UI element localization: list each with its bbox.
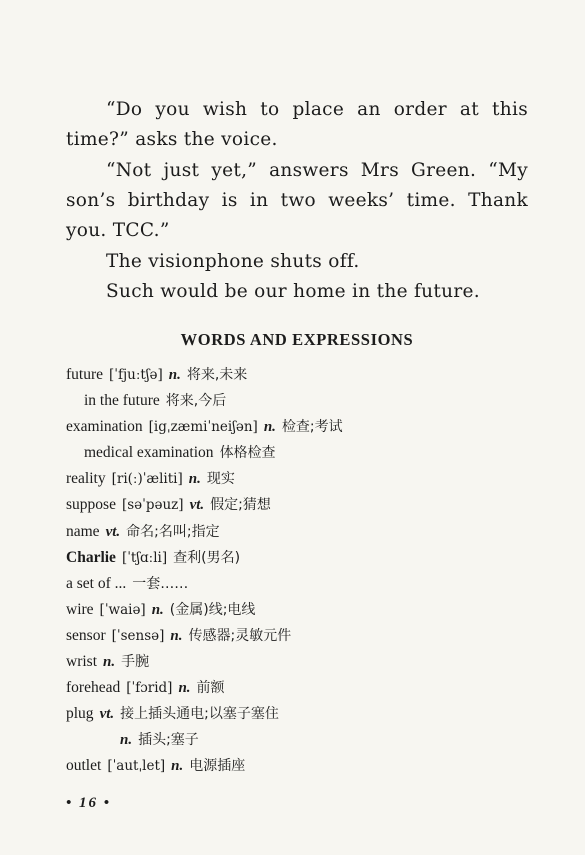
vocab-entry: [66, 649, 536, 675]
vocab-pos: n.: [103, 654, 116, 671]
vocab-meaning: 将来,今后: [165, 393, 227, 410]
text-line: The visionphone shuts off.: [106, 251, 360, 272]
vocab-entry: [66, 571, 536, 597]
vocab-meaning: 命名;名叫;指定: [126, 523, 220, 540]
vocab-ipa: [ˈtʃɑːli]: [121, 549, 168, 566]
vocab-meaning: 传感器;灵敏元件: [188, 627, 292, 644]
vocab-meaning: (金属)线;电线: [169, 601, 256, 618]
vocab-pos: n.: [120, 732, 133, 749]
vocab-ipa: [ri(ː)ˈæliti]: [111, 471, 183, 488]
vocab-ipa: [səˈpəuz]: [121, 497, 184, 514]
vocab-pos: n.: [168, 367, 181, 383]
vocab-entry: [66, 440, 536, 466]
vocab-entry: [66, 492, 536, 518]
vocab-meaning: 将来,未来: [186, 367, 248, 383]
page-number: • 16 •: [66, 795, 112, 811]
vocab-word: medical examination: [84, 444, 214, 462]
vocab-word: in the future: [84, 392, 160, 410]
vocab-entry: [66, 519, 536, 545]
vocab-word: plug: [66, 705, 94, 723]
vocab-ipa: [ˈfjuːtʃə]: [109, 367, 163, 383]
vocab-entry: [66, 362, 536, 388]
vocab-meaning: 体格检查: [219, 445, 276, 462]
paragraph-visionphone-off: [66, 247, 528, 277]
vocab-ipa: [ˈautˌlet]: [107, 758, 166, 775]
vocab-entry: [66, 466, 536, 492]
vocab-meaning: 查利(男名): [173, 549, 241, 566]
vocab-meaning: 现实: [206, 471, 235, 488]
vocabulary-list: [66, 362, 536, 780]
vocab-ipa: [ˈfɔrid]: [126, 680, 173, 697]
vocab-entry: [66, 623, 536, 649]
vocab-ipa: [igˌzæmiˈneiʃən]: [148, 419, 258, 436]
vocab-word: wire: [66, 600, 94, 618]
vocab-meaning: 插头;塞子: [138, 732, 199, 749]
vocab-word: future: [66, 366, 104, 383]
vocab-entry: [66, 753, 536, 779]
vocab-meaning: 接上插头通电;以塞子塞住: [120, 706, 279, 723]
vocab-entry: [66, 388, 536, 414]
text-line: time?” asks the voice.: [66, 129, 278, 150]
vocab-entry: [66, 727, 536, 753]
vocab-meaning: 手腕: [121, 654, 150, 671]
text-line: “Do you wish to place an order at this: [106, 99, 528, 120]
vocab-word: suppose: [66, 496, 116, 514]
vocab-word: a set of ...: [66, 574, 127, 592]
vocab-pos: vt.: [99, 706, 115, 723]
vocab-word: sensor: [66, 626, 106, 644]
vocab-pos: n.: [263, 419, 276, 436]
vocab-pos: n.: [188, 471, 201, 488]
vocab-entry: [66, 414, 536, 440]
vocab-word: forehead: [66, 679, 121, 697]
vocab-meaning: 假定;猜想: [210, 497, 271, 514]
vocab-entry: [66, 675, 536, 701]
vocab-ipa: [ˈwaiə]: [99, 601, 146, 618]
vocab-word: reality: [66, 470, 106, 488]
paragraph-mrs-green-reply: [66, 156, 528, 246]
paragraph-order-question: [66, 95, 528, 155]
vocab-entry: [66, 545, 536, 571]
vocab-pos: vt.: [105, 523, 121, 540]
vocab-word: wrist: [66, 653, 97, 671]
vocab-pos: n.: [178, 680, 191, 697]
vocab-word: Charlie: [66, 548, 116, 566]
vocab-word: examination: [66, 418, 143, 436]
vocab-pos: n.: [171, 758, 184, 775]
vocab-pos: n.: [170, 627, 183, 644]
vocab-meaning: 前额: [196, 680, 225, 697]
vocab-entry: [66, 701, 536, 727]
vocab-meaning: 检查;考试: [281, 419, 343, 436]
vocab-word: outlet: [66, 757, 102, 775]
vocab-word: name: [66, 522, 100, 540]
vocab-pos: n.: [151, 601, 164, 618]
vocab-meaning: 一套……: [132, 575, 189, 592]
text-line: you. TCC.”: [66, 220, 170, 241]
text-line: Such would be our home in the future.: [106, 281, 480, 302]
text-line: son’s birthday is in two weeks’ time. Thank: [66, 190, 528, 211]
vocab-pos: vt.: [189, 497, 205, 514]
text-line: “Not just yet,” answers Mrs Green. “My: [106, 160, 528, 181]
vocab-meaning: 电源插座: [189, 758, 246, 775]
words-expressions-heading: WORDS AND EXPRESSIONS: [180, 330, 414, 349]
vocab-ipa: [ˈsensə]: [111, 627, 165, 644]
vocab-entry: [66, 597, 536, 623]
paragraph-closing: [66, 277, 528, 307]
